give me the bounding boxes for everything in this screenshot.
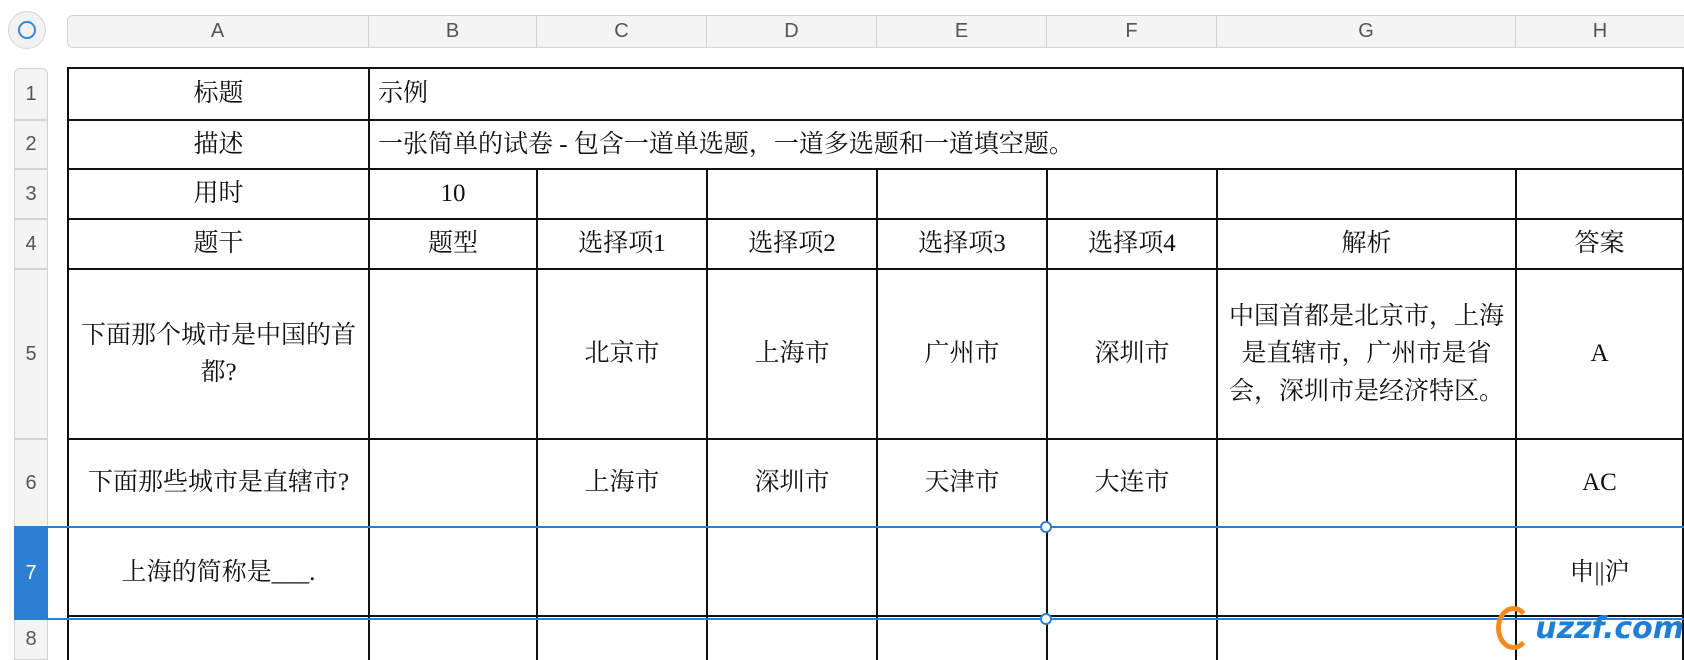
cell-a2[interactable]: 描述 [193,130,244,158]
cell-b2[interactable]: 一张简单的试卷 - 包含一道单选题，一道多选题和一道填空题。 [378,130,1074,158]
column-header-f[interactable]: F [1047,15,1217,48]
watermark-text: uzzf.com [1535,610,1684,646]
cell-d6[interactable]: 深圳市 [754,469,830,497]
column-header-c[interactable]: C [537,15,707,48]
column-header-b[interactable]: B [369,15,537,48]
cell-a3[interactable]: 用时 [193,180,244,208]
cell-b3[interactable]: 10 [440,180,466,208]
row-header-3[interactable]: 3 [14,169,48,219]
cell-a1[interactable]: 标题 [193,80,244,108]
row-selection-bottom [14,618,1684,620]
cell-f4[interactable]: 选择项4 [1088,230,1176,258]
column-header-d[interactable]: D [707,15,877,48]
cell-f6[interactable]: 大连市 [1094,469,1170,497]
row-header-2[interactable]: 2 [14,120,48,169]
cell-d4[interactable]: 选择项2 [748,230,836,258]
cell-c5[interactable]: 北京市 [584,340,660,368]
cell-g4[interactable]: 解析 [1341,230,1392,258]
selection-handle-top[interactable] [1040,521,1052,533]
row-header-1[interactable]: 1 [14,68,48,120]
cell-a6[interactable]: 下面那些城市是直辖市? [87,469,350,497]
cell-e6[interactable]: 天津市 [924,469,1000,497]
cell-d5[interactable]: 上海市 [754,340,830,368]
cell-b1[interactable]: 示例 [378,80,429,108]
cell-a5[interactable]: 下面那个城市是中国的首都? [80,321,356,386]
circle-icon [18,21,36,39]
row-header-4[interactable]: 4 [14,219,48,269]
select-all-button[interactable] [8,11,46,49]
row-header-6[interactable]: 6 [14,439,48,527]
column-header-g[interactable]: G [1217,15,1516,48]
row-header-8[interactable]: 8 [14,619,48,660]
cell-g5[interactable]: 中国首都是北京市，上海是直辖市，广州市是省会，深圳市是经济特区。 [1228,302,1504,405]
column-header-a[interactable]: A [67,15,369,48]
cell-h6[interactable]: AC [1582,469,1617,497]
row-header-5[interactable]: 5 [14,269,48,439]
cell-h4[interactable]: 答案 [1574,230,1625,258]
row-header-7[interactable]: 7 [14,527,48,619]
watermark-logo [1496,596,1684,660]
cell-e5[interactable]: 广州市 [924,340,1000,368]
cell-c4[interactable]: 选择项1 [578,230,666,258]
column-header-h[interactable]: H [1592,20,1608,42]
swoosh-icon [1496,606,1531,650]
row-selection-top [14,526,1684,528]
cell-c6[interactable]: 上海市 [584,469,660,497]
selection-handle-bottom[interactable] [1040,613,1052,625]
column-header-e[interactable]: E [877,15,1047,48]
cell-b4[interactable]: 题型 [427,230,478,258]
cell-f5[interactable]: 深圳市 [1094,340,1170,368]
cell-h5[interactable]: A [1590,340,1609,368]
cell-a4[interactable]: 题干 [193,230,244,258]
cell-h7[interactable]: 申||沪 [1569,559,1630,587]
cell-a7[interactable]: 上海的简称是___. [121,559,316,587]
cell-e4[interactable]: 选择项3 [918,230,1006,258]
